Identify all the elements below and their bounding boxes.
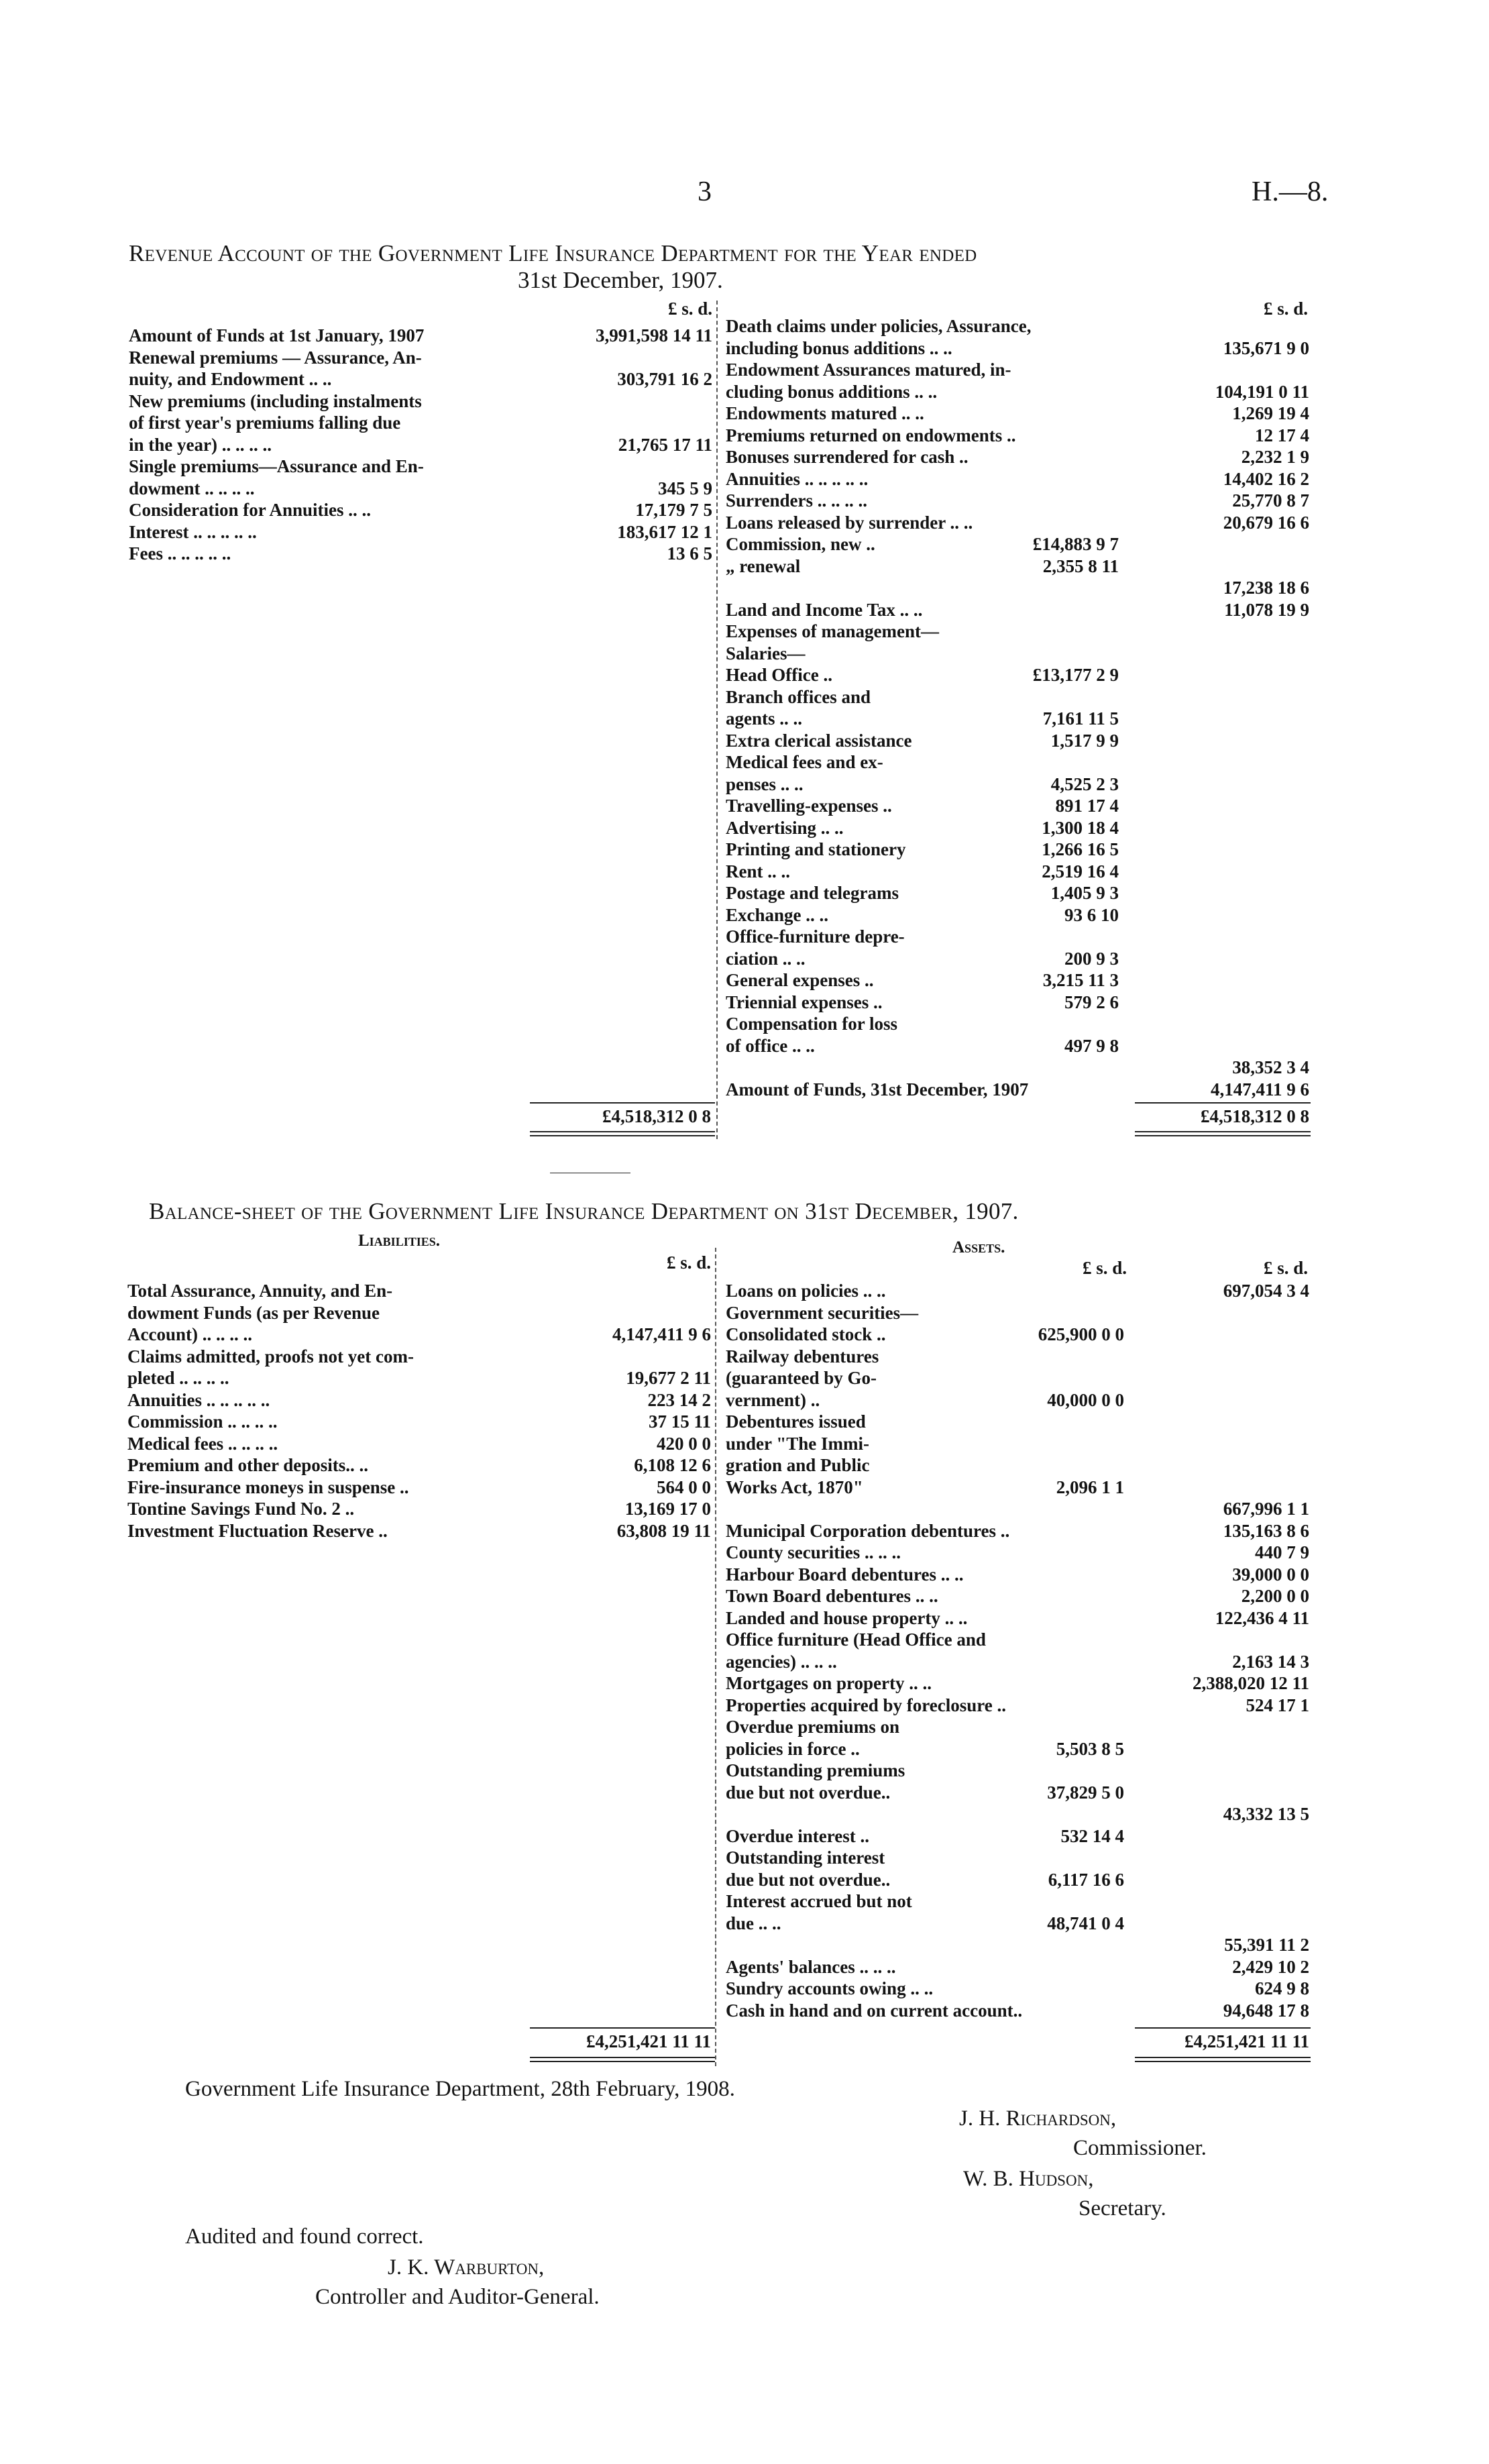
signatory-secretary-name: W. B. Hudson,	[963, 2167, 1094, 2191]
asset-row-amount: 2,429 10 2	[1232, 1956, 1309, 1977]
revenue-outgo-row-subamount: 891 17 4	[1055, 796, 1119, 816]
liabilities-currency-head: £ s. d.	[666, 1252, 711, 1273]
revenue-income-row-label: Single premiums—Assurance and En-	[129, 456, 424, 476]
asset-row-label: Outstanding premiums	[726, 1760, 905, 1780]
revenue-column-divider	[716, 301, 718, 1139]
revenue-outgo-row-label: Expenses of management—	[726, 621, 939, 641]
liability-row-amount: 19,677 2 11	[626, 1368, 711, 1388]
signatory-commissioner-title: Commissioner.	[1073, 2136, 1207, 2160]
asset-row-subamount: 532 14 4	[1060, 1825, 1124, 1846]
asset-row-subamount: 2,096 1 1	[1056, 1477, 1124, 1497]
revenue-outgo-row-amount: 11,078 19 9	[1224, 599, 1309, 620]
revenue-outgo-row-subamount: 1,266 16 5	[1042, 839, 1119, 859]
asset-row-label: Agents' balances .. .. ..	[726, 1956, 896, 1977]
revenue-outgo-row-amount: 38,352 3 4	[1232, 1057, 1309, 1077]
asset-row-subamount: 48,741 0 4	[1047, 1913, 1124, 1933]
asset-row-amount: 440 7 9	[1255, 1542, 1309, 1562]
revenue-outgo-row-label: including bonus additions .. ..	[726, 337, 952, 358]
page-number: 3	[698, 176, 712, 207]
revenue-outgo-row-label: of office .. ..	[726, 1035, 815, 1056]
revenue-income-row-amount: 17,179 7 5	[635, 500, 712, 520]
asset-row-label: agencies) .. .. ..	[726, 1651, 837, 1672]
liability-row-label: Investment Fluctuation Reserve ..	[127, 1520, 388, 1541]
revenue-right-total-rule-bottom2	[1135, 1135, 1311, 1136]
revenue-outgo-row-label: Death claims under policies, Assurance,	[726, 316, 1032, 336]
asset-row-label: under "The Immi-	[726, 1433, 870, 1454]
liability-row-label: Claims admitted, proofs not yet com-	[127, 1346, 414, 1367]
liability-row-amount: 63,808 19 11	[616, 1520, 711, 1541]
revenue-outgo-row-amount: 4,147,411 9 6	[1210, 1079, 1309, 1100]
revenue-right-total: £4,518,312 0 8	[1201, 1106, 1309, 1126]
revenue-outgo-row-label: Travelling-expenses ..	[726, 796, 892, 816]
revenue-income-row-amount: 3,991,598 14 11	[595, 325, 712, 345]
revenue-income-row-label: in the year) .. .. .. ..	[129, 434, 272, 455]
revenue-income-row-amount: 13 6 5	[667, 543, 712, 564]
assets-total-rule-top	[1135, 2027, 1311, 2029]
revenue-outgo-row-label: Branch offices and	[726, 686, 871, 707]
asset-row-label: due but not overdue..	[726, 1869, 891, 1890]
asset-row-label: vernment) ..	[726, 1389, 820, 1410]
balance-column-divider	[715, 1248, 716, 2066]
asset-row-label: due .. ..	[726, 1913, 781, 1933]
auditor-title: Controller and Auditor-General.	[315, 2285, 600, 2309]
asset-row-amount: 624 9 8	[1255, 1978, 1309, 1998]
liabilities-heading: Liabilities.	[358, 1232, 440, 1250]
asset-row-label: Mortgages on property .. ..	[726, 1673, 932, 1693]
asset-row-label: Office furniture (Head Office and	[726, 1629, 986, 1650]
asset-row-label: Outstanding interest	[726, 1847, 885, 1868]
revenue-outgo-row-label: Loans released by surrender .. ..	[726, 512, 973, 533]
asset-row-label: Cash in hand and on current account..	[726, 2000, 1023, 2021]
revenue-outgo-row-amount: 2,232 1 9	[1241, 447, 1309, 467]
liability-row-amount: 13,169 17 0	[624, 1499, 711, 1519]
asset-row-label: Harbour Board debentures .. ..	[726, 1564, 964, 1585]
revenue-title-date: 31st December, 1907.	[518, 267, 723, 293]
audited-statement: Audited and found correct.	[185, 2225, 424, 2249]
revenue-income-row-label: Consideration for Annuities .. ..	[129, 500, 372, 520]
asset-row-label: Overdue interest ..	[726, 1825, 869, 1846]
revenue-income-row-label: Amount of Funds at 1st January, 1907	[129, 325, 425, 345]
liability-row-label: Annuities .. .. .. .. ..	[127, 1389, 270, 1410]
asset-row-label: Interest accrued but not	[726, 1891, 912, 1911]
revenue-outgo-row-label: Endowments matured .. ..	[726, 403, 924, 423]
asset-row-amount: 55,391 11 2	[1224, 1935, 1309, 1955]
revenue-outgo-row-amount: 104,191 0 11	[1215, 381, 1309, 402]
revenue-left-total-rule-top	[530, 1102, 715, 1104]
balance-title: Balance-sheet of the Government Life Insurance Department on 31st December, 1907.	[149, 1198, 1019, 1224]
asset-row-subamount: 37,829 5 0	[1047, 1782, 1124, 1803]
revenue-outgo-row-label: Salaries—	[726, 643, 806, 663]
assets-currency-head: £ s. d.	[1263, 1258, 1308, 1278]
revenue-outgo-row-subamount: 200 9 3	[1064, 948, 1119, 969]
revenue-outgo-row-label: penses .. ..	[726, 773, 804, 794]
revenue-outgo-row-subamount: 2,519 16 4	[1042, 861, 1119, 881]
asset-row-label: Municipal Corporation debentures ..	[726, 1520, 1010, 1541]
revenue-outgo-row-label: „ renewal	[726, 555, 801, 576]
revenue-outgo-row-amount: 1,269 19 4	[1232, 403, 1309, 423]
liability-row-label: pleted .. .. .. ..	[127, 1368, 229, 1388]
revenue-outgo-row-amount: 14,402 16 2	[1223, 468, 1309, 489]
revenue-income-row-label: Renewal premiums — Assurance, An-	[129, 347, 422, 368]
asset-row-amount: 43,332 13 5	[1223, 1804, 1309, 1824]
asset-row-amount: 122,436 4 11	[1215, 1607, 1309, 1628]
revenue-income-currency-head: £ s. d.	[667, 299, 712, 319]
revenue-right-total-rule-bottom	[1135, 1131, 1311, 1132]
revenue-outgo-row-subamount: 579 2 6	[1064, 992, 1119, 1012]
revenue-outgo-row-label: Triennial expenses ..	[726, 992, 883, 1012]
revenue-income-row-amount: 345 5 9	[658, 478, 712, 498]
revenue-outgo-row-label: Amount of Funds, 31st December, 1907	[726, 1079, 1029, 1100]
asset-row-label: Properties acquired by foreclosure ..	[726, 1695, 1006, 1715]
document-reference: H.—8.	[1252, 176, 1329, 207]
liabilities-total-rule-bottom2	[530, 2061, 715, 2062]
revenue-outgo-row-label: Rent .. ..	[726, 861, 790, 881]
assets-total: £4,251,421 11 11	[1184, 2031, 1309, 2051]
assets-mid-currency-head: £ s. d.	[1082, 1258, 1127, 1278]
department-date-line: Government Life Insurance Department, 28th February, 1908.	[185, 2077, 735, 2101]
asset-row-label: Landed and house property .. ..	[726, 1607, 968, 1628]
liability-row-label: Fire-insurance moneys in suspense ..	[127, 1477, 409, 1497]
asset-row-amount: 39,000 0 0	[1232, 1564, 1309, 1585]
revenue-outgo-row-amount: 25,770 8 7	[1232, 490, 1309, 511]
revenue-outgo-row-subamount: 1,517 9 9	[1050, 730, 1119, 751]
liability-row-amount: 6,108 12 6	[634, 1455, 711, 1475]
signatory-commissioner-name: J. H. Richardson,	[959, 2106, 1117, 2131]
revenue-right-total-rule-top	[1135, 1102, 1311, 1104]
revenue-outgo-row-label: Extra clerical assistance	[726, 730, 912, 751]
revenue-outgo-row-subamount: 93 6 10	[1064, 904, 1119, 925]
asset-row-subamount: 40,000 0 0	[1047, 1389, 1124, 1410]
asset-row-label: Government securities—	[726, 1302, 919, 1323]
revenue-outgo-row-label: Exchange .. ..	[726, 904, 829, 925]
asset-row-label: Loans on policies .. ..	[726, 1281, 886, 1301]
revenue-left-total-rule-bottom2	[530, 1135, 715, 1136]
revenue-outgo-row-amount: 12 17 4	[1255, 425, 1309, 445]
asset-row-label: policies in force ..	[726, 1738, 860, 1759]
asset-row-label: gration and Public	[726, 1455, 870, 1475]
revenue-outgo-row-label: Compensation for loss	[726, 1014, 898, 1034]
revenue-income-row-label: of first year's premiums falling due	[129, 413, 401, 433]
revenue-outgo-row-label: Endowment Assurances matured, in-	[726, 360, 1011, 380]
liability-row-amount: 4,147,411 9 6	[612, 1324, 711, 1344]
revenue-outgo-row-subamount: £13,177 2 9	[1032, 665, 1119, 685]
asset-row-amount: 2,200 0 0	[1241, 1586, 1309, 1606]
assets-total-rule-bottom	[1135, 2057, 1311, 2058]
asset-row-label: due but not overdue..	[726, 1782, 891, 1803]
revenue-left-total: £4,518,312 0 8	[602, 1106, 711, 1126]
liability-row-amount: 564 0 0	[657, 1477, 711, 1497]
liability-row-label: Account) .. .. .. ..	[127, 1324, 252, 1344]
asset-row-label: Consolidated stock ..	[726, 1324, 886, 1344]
revenue-outgo-row-amount: 17,238 18 6	[1223, 578, 1309, 598]
asset-row-label: Sundry accounts owing .. ..	[726, 1978, 934, 1998]
revenue-outgo-row-label: General expenses ..	[726, 970, 874, 990]
revenue-outgo-row-subamount: 7,161 11 5	[1042, 708, 1119, 729]
revenue-outgo-row-subamount: 4,525 2 3	[1050, 773, 1119, 794]
asset-row-amount: 2,163 14 3	[1232, 1651, 1309, 1672]
revenue-income-row-label: New premiums (including instalments	[129, 390, 422, 411]
revenue-outgo-row-label: Surrenders .. .. .. ..	[726, 490, 868, 511]
asset-row-amount: 135,163 8 6	[1223, 1520, 1309, 1541]
asset-row-label: Town Board debentures .. ..	[726, 1586, 938, 1606]
revenue-income-row-amount: 183,617 12 1	[617, 521, 712, 542]
revenue-outgo-row-label: Premiums returned on endowments ..	[726, 425, 1016, 445]
asset-row-amount: 94,648 17 8	[1223, 2000, 1309, 2021]
revenue-left-total-rule-bottom	[530, 1131, 715, 1132]
assets-heading: Assets.	[952, 1238, 1005, 1256]
asset-row-amount: 697,054 3 4	[1223, 1281, 1309, 1301]
asset-row-label: Overdue premiums on	[726, 1717, 900, 1737]
liability-row-label: Total Assurance, Annuity, and En-	[127, 1281, 393, 1301]
revenue-income-row-label: Fees .. .. .. .. ..	[129, 543, 231, 564]
asset-row-amount: 667,996 1 1	[1223, 1499, 1309, 1519]
revenue-income-row-amount: 303,791 16 2	[617, 369, 712, 389]
revenue-outgo-row-label: Office-furniture depre-	[726, 926, 905, 947]
revenue-outgo-row-label: Medical fees and ex-	[726, 752, 883, 772]
revenue-outgo-row-amount: 20,679 16 6	[1223, 512, 1309, 533]
asset-row-label: County securities .. .. ..	[726, 1542, 901, 1562]
revenue-income-row-amount: 21,765 17 11	[618, 434, 712, 455]
asset-row-subamount: 5,503 8 5	[1056, 1738, 1124, 1759]
revenue-outgo-row-subamount: 1,300 18 4	[1042, 817, 1119, 838]
revenue-outgo-row-label: Land and Income Tax .. ..	[726, 599, 923, 620]
revenue-outgo-row-label: Advertising .. ..	[726, 817, 844, 838]
revenue-outgo-row-subamount: 1,405 9 3	[1050, 883, 1119, 903]
asset-row-label: (guaranteed by Go-	[726, 1368, 877, 1388]
liability-row-label: dowment Funds (as per Revenue	[127, 1302, 380, 1323]
revenue-outgo-row-subamount: 2,355 8 11	[1042, 555, 1119, 576]
revenue-outgo-row-amount: 135,671 9 0	[1223, 337, 1309, 358]
revenue-outgo-row-label: Commission, new ..	[726, 534, 875, 554]
revenue-outgo-row-label: agents .. ..	[726, 708, 802, 729]
revenue-outgo-currency-head: £ s. d.	[1263, 299, 1308, 319]
asset-row-amount: 524 17 1	[1246, 1695, 1309, 1715]
liabilities-total: £4,251,421 11 11	[586, 2031, 711, 2051]
liability-row-label: Medical fees .. .. .. ..	[127, 1433, 278, 1454]
revenue-outgo-row-label: Bonuses surrendered for cash ..	[726, 447, 969, 467]
revenue-outgo-row-label: Printing and stationery	[726, 839, 906, 859]
revenue-income-row-label: Interest .. .. .. .. ..	[129, 521, 257, 542]
asset-row-subamount: 625,900 0 0	[1038, 1324, 1124, 1344]
liability-row-label: Commission .. .. .. ..	[127, 1411, 278, 1432]
revenue-outgo-row-label: ciation .. ..	[726, 948, 806, 969]
revenue-outgo-row-subamount: £14,883 9 7	[1032, 534, 1119, 554]
asset-row-amount: 2,388,020 12 11	[1192, 1673, 1309, 1693]
revenue-outgo-row-subamount: 497 9 8	[1064, 1035, 1119, 1056]
asset-row-subamount: 6,117 16 6	[1048, 1869, 1124, 1890]
liability-row-amount: 420 0 0	[657, 1433, 711, 1454]
liability-row-label: Tontine Savings Fund No. 2 ..	[127, 1499, 355, 1519]
revenue-outgo-row-label: Annuities .. .. .. .. ..	[726, 468, 869, 489]
liability-row-amount: 37 15 11	[648, 1411, 711, 1432]
revenue-outgo-row-label: Head Office ..	[726, 665, 832, 685]
revenue-outgo-row-subamount: 3,215 11 3	[1042, 970, 1119, 990]
liability-row-amount: 223 14 2	[647, 1389, 711, 1410]
asset-row-label: Works Act, 1870"	[726, 1477, 863, 1497]
assets-total-rule-bottom2	[1135, 2061, 1311, 2062]
revenue-outgo-row-label: cluding bonus additions .. ..	[726, 381, 938, 402]
liability-row-label: Premium and other deposits.. ..	[127, 1455, 369, 1475]
liabilities-total-rule-bottom	[530, 2057, 715, 2058]
liabilities-total-rule-top	[530, 2027, 715, 2029]
revenue-outgo-row-label: Postage and telegrams	[726, 883, 899, 903]
revenue-income-row-label: dowment .. .. .. ..	[129, 478, 255, 498]
auditor-name: J. K. Warburton,	[388, 2255, 545, 2280]
revenue-title: Revenue Account of the Government Life Insurance Department for the Year ended	[129, 240, 977, 266]
revenue-income-row-label: nuity, and Endowment .. ..	[129, 369, 332, 389]
signatory-secretary-title: Secretary.	[1079, 2196, 1166, 2220]
asset-row-label: Railway debentures	[726, 1346, 879, 1367]
asset-row-label: Debentures issued	[726, 1411, 866, 1432]
